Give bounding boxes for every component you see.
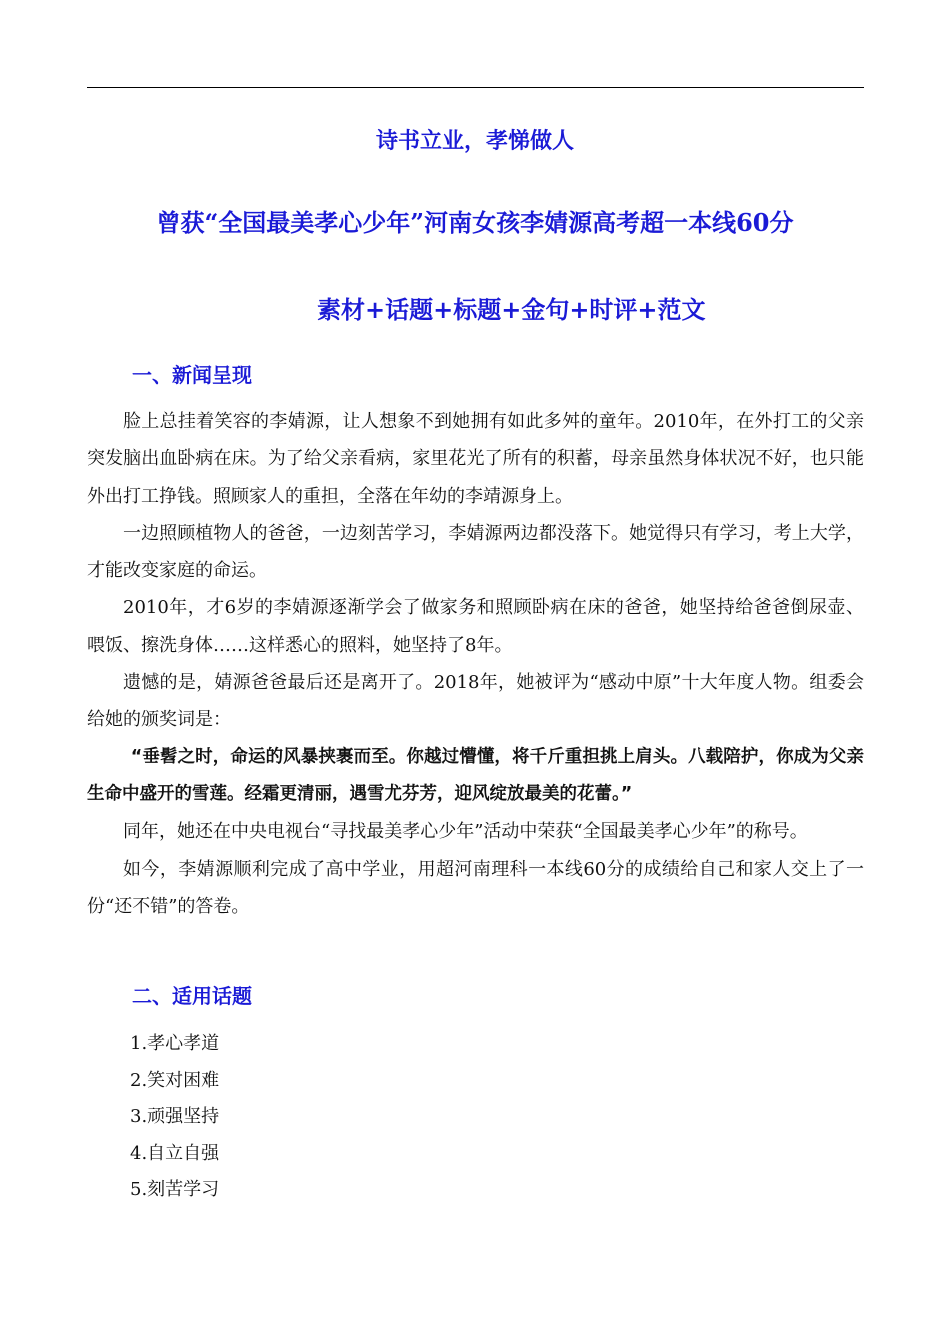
news-body [87, 403, 864, 925]
section-heading-topics: 二、适用话题 [132, 984, 252, 1008]
document-subtitle: 诗书立业，孝悌做人 [375, 128, 574, 154]
paragraph: 脸上总挂着笑容的李婧源，让人想象不到她拥有如此多舛的童年。2010年，在外打工的父亲突发脑出血卧病在床。为了给父亲看病，家里花光了所有的积蓄，母亲虽然身体状况不好，也只能外出打工挣钱。照顾家人的重担，全落在年幼的李靖源身上。 [87, 411, 864, 507]
section-heading-news: 一、新闻呈现 [132, 363, 252, 387]
list-item: 4.自立自强 [130, 1142, 220, 1164]
list-item: 3.顽强坚持 [130, 1106, 220, 1127]
list-item: 5.刻苦学习 [130, 1179, 220, 1200]
document-title: 曾获“全国最美孝心少年”河南女孩李婧源高考超一本线60分 [156, 208, 794, 237]
topic-list [130, 1026, 219, 1209]
document-tagline: 素材+话题+标题+金句+时评+范文 [317, 295, 706, 324]
header-rule [87, 87, 864, 88]
paragraph: 一边照顾植物人的爸爸，一边刻苦学习，李婧源两边都没落下。她觉得只有学习，考上大学，才能改变家庭的命运。 [87, 522, 864, 582]
list-item: 1.孝心孝道 [130, 1033, 220, 1054]
paragraph: 2010年，才6岁的李婧源逐渐学会了做家务和照顾卧病在床的爸爸，她坚持给爸爸倒尿壶、喂饭、擦洗身体……这样悉心的照料，她坚持了8年。 [87, 597, 864, 656]
list-item: 2.笑对困难 [130, 1069, 220, 1091]
paragraph: 同年，她还在中央电视台“寻找最美孝心少年”活动中荣获“全国最美孝心少年”的称号。 [123, 821, 808, 843]
paragraph: 遗憾的是，婧源爸爸最后还是离开了。2018年，她被评为“感动中原”十大年度人物。组委会给她的颁奖词是： [87, 672, 864, 731]
award-quote: “垂髫之时，命运的风暴挟裹而至。你越过懵懂，将千斤重担挑上肩头。八载陪护，你成为父亲生命中盛开的雪莲。经霜更清丽，遇雪尤芬芳，迎风绽放最美的花蕾。” [87, 746, 864, 804]
paragraph: 如今，李婧源顺利完成了高中学业，用超河南理科一本线60分的成绩给自己和家人交上了一份“还不错”的答卷。 [87, 858, 864, 917]
